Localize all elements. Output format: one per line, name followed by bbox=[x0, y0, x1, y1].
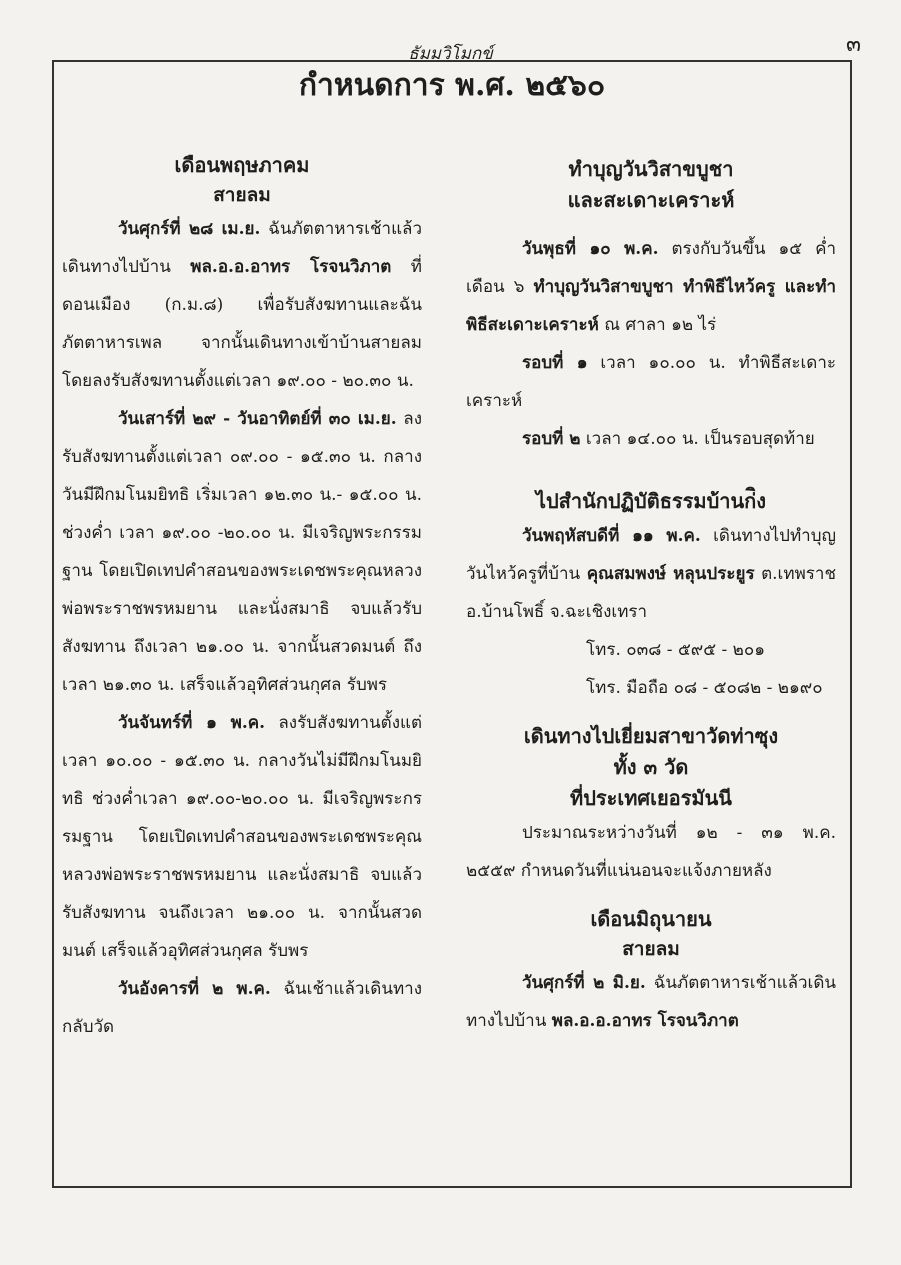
event-heading: และสะเดาะเคราะห์ bbox=[567, 188, 735, 212]
schedule-entry: รอบที่ ๒ เวลา ๑๔.๐๐ น. เป็นรอบสุดท้าย bbox=[522, 429, 815, 449]
event-heading: เดินทางไปเยี่ยมสาขาวัดท่าซุง bbox=[523, 724, 779, 748]
schedule-entry: วันพฤหัสบดีที่ ๑๑ พ.ค. เดินทางไปทำบุญวันไหว้ครูที่บ้าน คุณสมพงษ์ หลุนประยูร ต.เทพราช อ.บ้านโพธิ์ จ.ฉะเชิงเทรา bbox=[466, 526, 836, 622]
month-heading-june: เดือนมิถุนายน bbox=[590, 907, 712, 931]
schedule-entry: ประมาณระหว่างวันที่ ๑๒ - ๓๑ พ.ค. ๒๕๕๙ กำหนดวันที่แน่นอนจะแจ้งภายหลัง bbox=[466, 823, 836, 881]
location-heading: สายลม bbox=[622, 938, 680, 960]
location-heading: สายลม bbox=[213, 184, 271, 206]
event-heading: ไปสำนักปฏิบัติธรรมบ้านก่ิง bbox=[535, 489, 767, 513]
schedule-entry: วันอังคารที่ ๒ พ.ค. ฉันเช้าแล้วเดินทางกลับวัด bbox=[62, 979, 422, 1037]
left-column bbox=[62, 150, 422, 1046]
phone-number: โทร. ๐๓๘ - ๕๙๕ - ๒๐๑ bbox=[586, 640, 766, 660]
schedule-entry: วันเสาร์ที่ ๒๙ - วันอาทิตย์ที่ ๓๐ เม.ย. ลงรับสังฆทานตั้งแต่เวลา ๐๙.๐๐ - ๑๕.๓๐ น. กลางวันมีฝึกมโนมยิทธิ เริ่มเวลา ๑๒.๓๐ น.- ๑๕.๐๐ น. ช่วงค่ำ เวลา ๑๙.๐๐ -๒๐.๐๐ น. มีเจริญพระกรรมฐาน โดยเปิดเทปคำสอนของพระเดชพระคุณหลวงพ่อพระราชพรหมยาน และนั่งสมาธิ จบแล้วรับสังฆทาน ถึงเวลา ๒๑.๐๐ น. จากนั้นสวดมนต์ ถึงเวลา ๒๑.๓๐ น. เสร็จแล้วอุทิศส่วนกุศล รับพร bbox=[62, 409, 422, 695]
event-heading: ทำบุญวันวิสาขบูชา bbox=[568, 157, 734, 181]
schedule-entry: วันจันทร์ที่ ๑ พ.ค. ลงรับสังฆทานตั้งแต่เวลา ๑๐.๐๐ - ๑๕.๓๐ น. กลางวันไม่มีฝึกมโนมยิทธิ ช่วงค่ำเวลา ๑๙.๐๐-๒๐.๐๐ น. มีเจริญพระกรรมฐาน โดยเปิดเทปคำสอนของพระเดชพระคุณหลวงพ่อพระราชพรหมยาน และนั่งสมาธิ จบแล้วรับสังฆทาน จนถึงเวลา ๒๑.๐๐ น. จากนั้นสวดมนต์ เสร็จแล้วอุทิศส่วนกุศล รับพร bbox=[62, 713, 422, 961]
journal-name: ธัมมวิโมกข์ bbox=[408, 44, 493, 64]
content-frame bbox=[52, 60, 852, 1188]
page-title: กำหนดการ พ.ศ. ๒๕๖๐ bbox=[298, 68, 606, 103]
schedule-entry: วันพุธที่ ๑๐ พ.ค. ตรงกับวันขึ้น ๑๕ ค่ำ เดือน ๖ ทำบุญวันวิสาขบูชา ทำพิธีไหว้ครู และทำพิธีสะเดาะเคราะห์ ณ ศาลา ๑๒ ไร่ bbox=[466, 239, 836, 335]
event-heading: ทั้ง ๓ วัด bbox=[613, 755, 689, 779]
event-heading: ที่ประเทศเยอรมันนี bbox=[570, 786, 732, 810]
schedule-entry: วันศุกร์ที่ ๒ มิ.ย. ฉันภัตตาหารเช้าแล้วเดินทางไปบ้าน พล.อ.อ.อาทร โรจนวิภาต bbox=[466, 973, 837, 1031]
month-heading-may: เดือนพฤษภาคม bbox=[174, 153, 310, 177]
schedule-entry: รอบที่ ๑ เวลา ๑๐.๐๐ น. ทำพิธีสะเดาะเคราะห์ bbox=[466, 353, 836, 411]
schedule-entry: วันศุกร์ที่ ๒๘ เม.ย. ฉันภัตตาหารเช้าแล้วเดินทางไปบ้าน พล.อ.อ.อาทร โรจนวิภาต ที่ดอนเมือง (ก.ม.๘) เพื่อรับสังฆทานและฉันภัตตาหารเพล จากนั้นเดินทางเข้าบ้านสายลม โดยลงรับสังฆทานตั้งแต่เวลา ๑๙.๐๐ - ๒๐.๓๐ น. bbox=[62, 219, 423, 391]
right-column bbox=[466, 154, 836, 1040]
mobile-number: โทร. มือถือ ๐๘ - ๕๐๘๒ - ๒๑๙๐ bbox=[586, 678, 823, 698]
page-number: ๓ bbox=[845, 32, 861, 57]
